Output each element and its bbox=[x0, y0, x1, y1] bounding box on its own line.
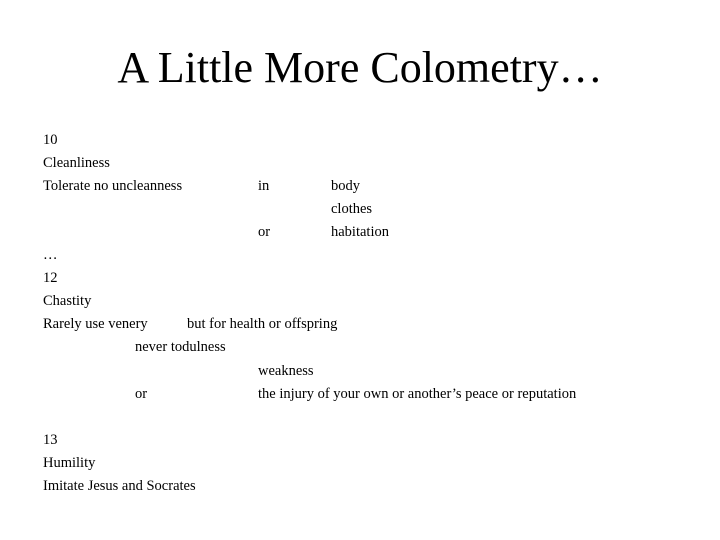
section-10-precept: Tolerate no uncleanness bbox=[43, 178, 183, 194]
section-10-item-clothes: clothes bbox=[331, 201, 373, 217]
section-10-word-in: in bbox=[258, 178, 270, 194]
section-12-purpose: but for health or offspring bbox=[187, 316, 338, 332]
section-13-number: 13 bbox=[43, 432, 58, 448]
section-12-item-weakness: weakness bbox=[258, 363, 314, 379]
section-10-number: 10 bbox=[43, 132, 58, 148]
slide-title: A Little More Colometry… bbox=[117, 43, 603, 92]
section-10-virtue: Cleanliness bbox=[43, 155, 110, 171]
section-10-item-habitation: habitation bbox=[331, 224, 389, 240]
ellipsis: … bbox=[43, 247, 58, 263]
section-12-word-or: or bbox=[135, 386, 148, 402]
section-12-precept: Rarely use venery bbox=[43, 316, 148, 332]
section-12-number: 12 bbox=[43, 270, 58, 286]
section-12-never-line: never todulness bbox=[135, 339, 226, 355]
section-12-item-injury: the injury of your own or another’s peace or reputation bbox=[258, 386, 577, 402]
section-10-item-body: body bbox=[331, 178, 360, 194]
section-12-virtue: Chastity bbox=[43, 293, 92, 309]
section-10-word-or: or bbox=[258, 224, 271, 240]
section-13-precept: Imitate Jesus and Socrates bbox=[43, 478, 196, 494]
section-13-virtue: Humility bbox=[43, 455, 96, 471]
